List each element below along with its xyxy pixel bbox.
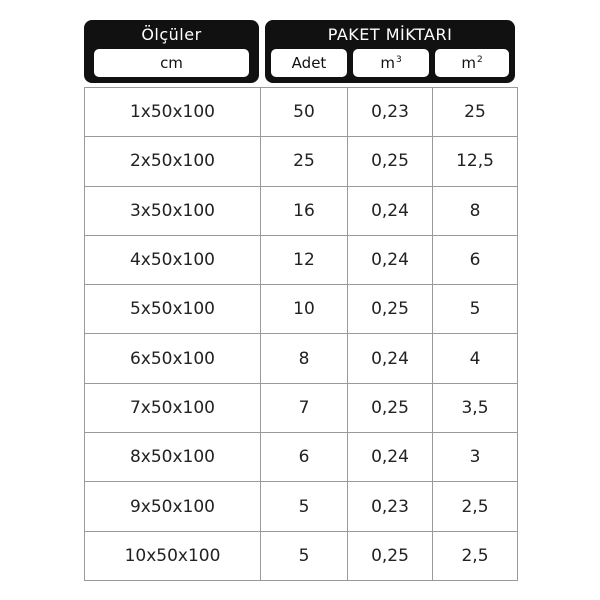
cell-m2: 3,5	[433, 383, 518, 432]
cell-adet: 12	[261, 235, 348, 284]
cell-adet: 25	[261, 137, 348, 186]
cell-adet: 16	[261, 186, 348, 235]
table-row	[85, 235, 518, 284]
cell-size: 1x50x100	[85, 88, 261, 137]
cell-m3: 0,23	[348, 482, 433, 531]
cell-m2: 6	[433, 235, 518, 284]
package-table-grid	[84, 87, 518, 581]
cell-size: 2x50x100	[85, 137, 261, 186]
cell-size: 9x50x100	[85, 482, 261, 531]
header-unit-cm: cm	[94, 49, 249, 77]
header-paket-title: PAKET MİKTARI	[327, 25, 453, 44]
cell-size: 10x50x100	[85, 531, 261, 580]
table-row	[85, 531, 518, 580]
cell-size: 6x50x100	[85, 334, 261, 383]
cell-size: 5x50x100	[85, 285, 261, 334]
table-row	[85, 482, 518, 531]
m2-exponent: 2	[476, 55, 483, 65]
cell-m2: 5	[433, 285, 518, 334]
cell-size: 3x50x100	[85, 186, 261, 235]
table-row	[85, 137, 518, 186]
cell-m3: 0,25	[348, 137, 433, 186]
cell-m3: 0,24	[348, 235, 433, 284]
cell-m2: 2,5	[433, 531, 518, 580]
cell-adet: 5	[261, 482, 348, 531]
cell-adet: 5	[261, 531, 348, 580]
header-paket-miktari	[265, 20, 515, 83]
table-row	[85, 285, 518, 334]
cell-m3: 0,24	[348, 186, 433, 235]
header-col-adet: Adet	[271, 49, 347, 77]
cell-size: 7x50x100	[85, 383, 261, 432]
cell-m3: 0,25	[348, 285, 433, 334]
table-row	[85, 433, 518, 482]
table-row	[85, 383, 518, 432]
m3-exponent: 3	[395, 55, 402, 65]
cell-m3: 0,23	[348, 88, 433, 137]
cell-m2: 8	[433, 186, 518, 235]
cell-m2: 2,5	[433, 482, 518, 531]
cell-m3: 0,24	[348, 334, 433, 383]
cell-size: 8x50x100	[85, 433, 261, 482]
header-olculer-title: Ölçüler	[141, 25, 202, 44]
header-col-m3	[353, 49, 429, 77]
m2-base: m	[461, 54, 476, 72]
table-row	[85, 334, 518, 383]
cell-adet: 6	[261, 433, 348, 482]
table-row	[85, 186, 518, 235]
table-row	[85, 88, 518, 137]
header-olculer	[84, 20, 259, 83]
m3-base: m	[380, 54, 395, 72]
cell-adet: 8	[261, 334, 348, 383]
cell-m3: 0,25	[348, 383, 433, 432]
cell-m2: 12,5	[433, 137, 518, 186]
package-table-body	[85, 88, 518, 581]
cell-size: 4x50x100	[85, 235, 261, 284]
cell-m3: 0,24	[348, 433, 433, 482]
cell-adet: 50	[261, 88, 348, 137]
cell-m3: 0,25	[348, 531, 433, 580]
cell-m2: 25	[433, 88, 518, 137]
package-table	[84, 87, 517, 581]
cell-m2: 4	[433, 334, 518, 383]
header-col-m2	[435, 49, 509, 77]
cell-m2: 3	[433, 433, 518, 482]
cell-adet: 7	[261, 383, 348, 432]
cell-adet: 10	[261, 285, 348, 334]
